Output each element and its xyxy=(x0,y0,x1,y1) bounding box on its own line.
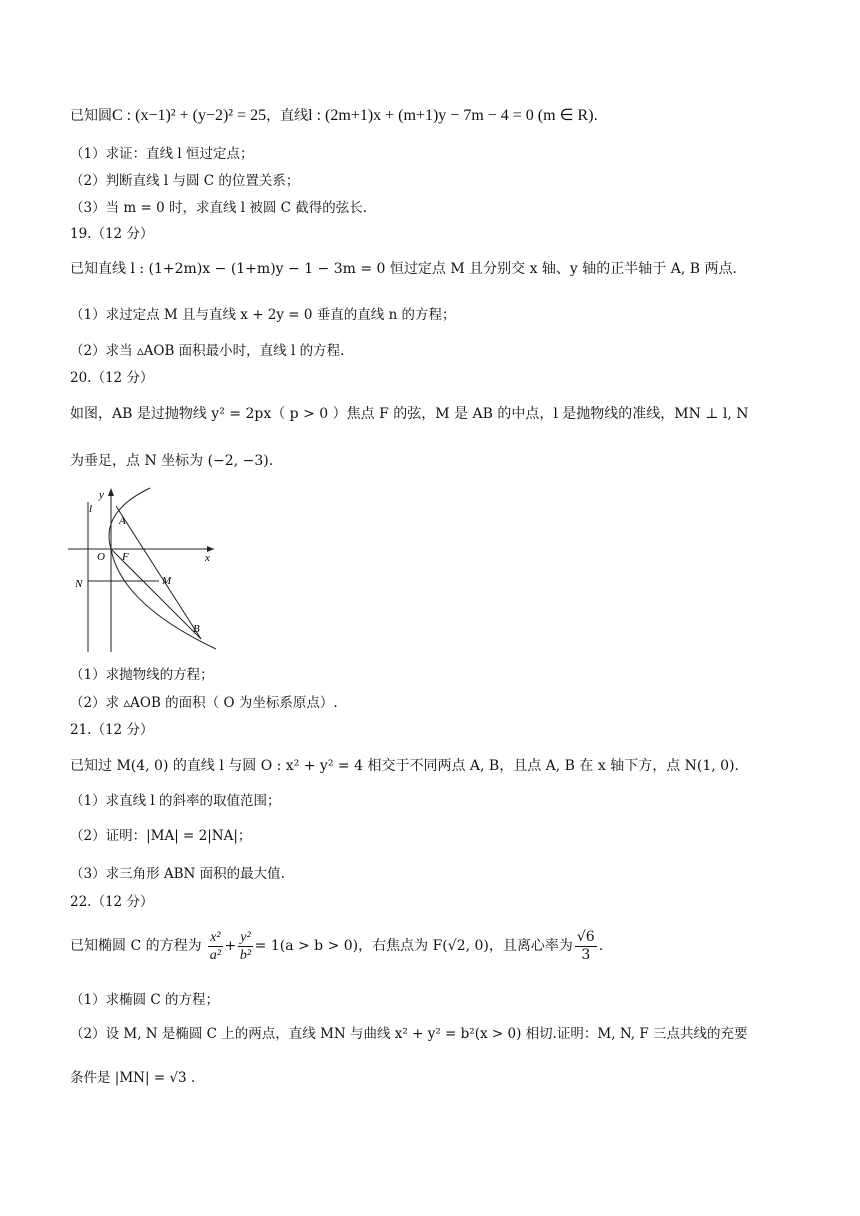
plus-sign: + xyxy=(224,938,237,954)
label-l: l xyxy=(89,503,93,515)
p19-heading: 19.（12 分） xyxy=(70,226,154,242)
frac2-den: b² xyxy=(239,947,252,963)
label-n: N xyxy=(75,578,83,590)
p22-q2-line2: 条件是 |MN| = √3 . xyxy=(70,1070,196,1086)
p20-stem-line1: 如图，AB 是过抛物线 y² = 2px（ p > 0 ）焦点 F 的弦，M 是 AB 的中点，l 是抛物线的准线，MN ⊥ l, N xyxy=(70,406,749,422)
p21-stem: 已知过 M(4, 0) 的直线 l 与圆 O : x² + y² = 4 相交于不同两点 A, B，且点 A, B 在 x 轴下方，点 N(1, 0). xyxy=(70,758,739,774)
label-m: M xyxy=(162,575,172,587)
frac-x2-a2 xyxy=(208,929,222,964)
label-x: x xyxy=(205,552,210,564)
p22-q1: （1）求椭圆 C 的方程； xyxy=(70,992,220,1008)
frac3-den: 3 xyxy=(581,946,591,963)
label-o: O xyxy=(97,551,105,563)
p18-circle-eq: C : (x−1)² + (y−2)² = 25 xyxy=(112,107,267,124)
frac1-den: a² xyxy=(209,947,221,963)
p21-q3: （3）求三角形 ABN 面积的最大值. xyxy=(70,866,285,882)
chord-ab xyxy=(116,506,201,639)
p18-stem xyxy=(70,106,598,126)
p22-heading: 22.（12 分） xyxy=(70,894,154,910)
p18-intro: 已知圆 xyxy=(70,108,112,124)
p21-heading: 21.（12 分） xyxy=(70,722,154,738)
p20-q2: （2）求 ▵AOB 的面积（ O 为坐标系原点）. xyxy=(70,695,338,711)
frac-eccentricity xyxy=(575,929,597,964)
label-y: y xyxy=(99,489,104,501)
p18-q2: （2）判断直线 l 与圆 C 的位置关系； xyxy=(70,173,300,189)
parabola-curve xyxy=(109,488,216,649)
p20-heading: 20.（12 分） xyxy=(70,370,154,386)
p22-stem-b: = 1(a > b > 0)，右焦点为 F(√2, 0)，且离心率为 xyxy=(254,938,573,954)
p20-q1: （1）求抛物线的方程； xyxy=(70,667,214,683)
p22-q2-line1: （2）设 M, N 是椭圆 C 上的两点，直线 MN 与曲线 x² + y² = b²(x > 0) 相切.证明：M, N, F 三点共线的充要 xyxy=(70,1026,748,1042)
frac-y2-b2 xyxy=(238,929,252,964)
p22-stem-c: . xyxy=(598,938,604,954)
p19-stem: 已知直线 l : (1+2m)x − (1+m)y − 1 − 3m = 0 恒过定点 M 且分别交 x 轴、y 轴的正半轴于 A, B 两点. xyxy=(70,261,737,277)
frac3-num: √6 xyxy=(576,928,595,945)
y-axis-arrow xyxy=(108,488,114,496)
p18-line-eq: l : (2m+1)x + (m+1)y − 7m − 4 = 0 (m ∈ R) xyxy=(308,107,594,124)
label-a: A xyxy=(119,515,126,527)
p21-q1: （1）求直线 l 的斜率的取值范围； xyxy=(70,793,281,809)
p22-stem-a: 已知椭圆 C 的方程为 xyxy=(70,938,202,954)
p21-q2: （2）证明：|MA| = 2|NA|； xyxy=(70,828,252,844)
label-b: B xyxy=(193,623,200,635)
p19-q1: （1）求过定点 M 且与直线 x + 2y = 0 垂直的直线 n 的方程； xyxy=(70,307,456,323)
frac2-num: y² xyxy=(240,929,251,945)
frac1-num: x² xyxy=(210,929,221,945)
label-f: F xyxy=(122,551,129,563)
parabola-figure xyxy=(66,484,226,654)
p18-mid: ，直线 xyxy=(266,108,309,124)
p19-q2: （2）求当 ▵AOB 面积最小时，直线 l 的方程. xyxy=(70,343,345,359)
p18-q3: （3）当 m = 0 时，求直线 l 被圆 C 截得的弦长. xyxy=(70,200,368,216)
p22-stem xyxy=(70,926,603,966)
p18-q1: （1）求证：直线 l 恒过定点； xyxy=(70,146,254,162)
p20-stem-line2: 为垂足，点 N 坐标为 (−2, −3). xyxy=(70,453,274,469)
p18-end: . xyxy=(593,108,598,124)
